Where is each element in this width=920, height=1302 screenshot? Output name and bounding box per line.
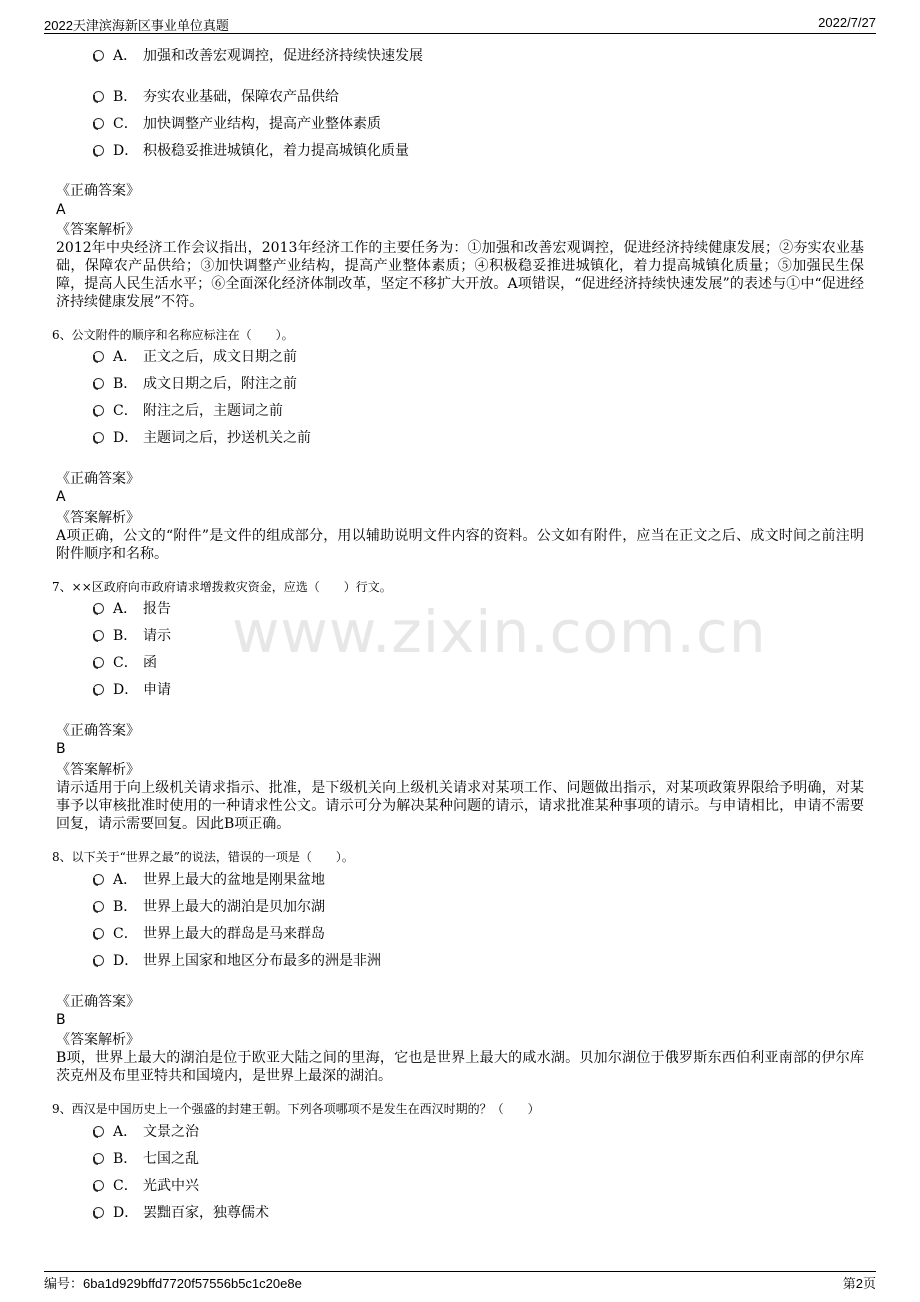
option-text: 函	[143, 655, 157, 671]
q7-question: 7、××区政府向市政府请求增拨救灾资金，应选（ ）行文。	[52, 580, 392, 594]
radio-icon[interactable]	[93, 630, 104, 641]
document-code: 编号：6ba1d929bffd7720f57556b5c1c20e8e	[44, 1276, 302, 1291]
option-text: 积极稳妥推进城镇化，着力提高城镇化质量	[143, 143, 409, 159]
option-letter: D．	[113, 682, 139, 698]
radio-icon[interactable]	[93, 1180, 104, 1191]
option-text: 夯实农业基础，保障农产品供给	[143, 89, 339, 105]
radio-icon[interactable]	[93, 1207, 104, 1218]
q7-answer: B	[56, 741, 66, 757]
analysis-label: 《答案解析》	[56, 762, 140, 778]
q8-answer: B	[56, 1012, 66, 1028]
option-text: 申请	[143, 682, 171, 698]
option-letter: A．	[113, 1124, 138, 1140]
radio-icon[interactable]	[93, 50, 104, 61]
radio-icon[interactable]	[93, 603, 104, 614]
option-letter: A．	[113, 48, 138, 64]
analysis-label: 《答案解析》	[56, 1032, 140, 1048]
option-text: 成文日期之后，附注之前	[143, 376, 297, 392]
option-letter: C．	[113, 926, 138, 942]
option-letter: C．	[113, 403, 138, 419]
answer-label: 《正确答案》	[56, 723, 140, 739]
radio-icon[interactable]	[93, 874, 104, 885]
answer-label: 《正确答案》	[56, 183, 140, 199]
q8-analysis: B项，世界上最大的湖泊是位于欧亚大陆之间的里海，它也是世界上最大的咸水湖。贝加尔湖位于俄罗斯东西伯利亚南部的伊尔库茨克州及布里亚特共和国境内，是世界上最深的湖泊。	[56, 1050, 864, 1084]
analysis-label: 《答案解析》	[56, 222, 140, 238]
q9-question: 9、西汉是中国历史上一个强盛的封建王朝。下列各项哪项不是发生在西汉时期的？（ ）	[52, 1102, 540, 1116]
option-text: 正文之后，成文日期之前	[143, 349, 297, 365]
radio-icon[interactable]	[93, 405, 104, 416]
option-text: 罢黜百家，独尊儒术	[143, 1205, 269, 1221]
radio-icon[interactable]	[93, 928, 104, 939]
answer-label: 《正确答案》	[56, 471, 140, 487]
document-title: 2022天津滨海新区事业单位真题	[44, 18, 229, 33]
page-footer	[44, 1271, 876, 1298]
option-text: 报告	[143, 601, 171, 617]
option-text: 世界上最大的湖泊是贝加尔湖	[143, 899, 325, 915]
analysis-label: 《答案解析》	[56, 510, 140, 526]
option-letter: A．	[113, 872, 138, 888]
option-text: 请示	[143, 628, 171, 644]
option-text: 加快调整产业结构，提高产业整体素质	[143, 116, 381, 132]
option-text: 世界上国家和地区分布最多的洲是非洲	[143, 953, 381, 969]
option-text: 附注之后，主题词之前	[143, 403, 283, 419]
q5-analysis: 2012年中央经济工作会议指出，2013年经济工作的主要任务为：①加强和改善宏观调控，促进经济持续健康发展；②夯实农业基础，保障农产品供给；③加快调整产业结构，提高产业整体素质；④积极稳妥推进城镇化，着力提高城镇化质量；⑤加强民生保障，提高人民生活水平；⑥全面深化经济体制改革，坚定不移扩大开放。A项错误，“促进经济持续快速发展”的表述与①中“促进经济持续健康发展”不符。	[56, 240, 864, 310]
radio-icon[interactable]	[93, 684, 104, 695]
q8-question: 8、以下关于“世界之最”的说法，错误的一项是（ ）。	[52, 850, 354, 864]
option-letter: C．	[113, 1178, 138, 1194]
option-letter: D．	[113, 1205, 139, 1221]
option-letter: D．	[113, 953, 139, 969]
option-letter: B．	[113, 899, 138, 915]
option-text: 七国之乱	[143, 1151, 199, 1167]
option-text: 世界上最大的盆地是刚果盆地	[143, 872, 325, 888]
radio-icon[interactable]	[93, 378, 104, 389]
radio-icon[interactable]	[93, 955, 104, 966]
q6-answer: A	[56, 489, 66, 505]
option-letter: B．	[113, 89, 138, 105]
q6-analysis: A项正确，公文的“附件”是文件的组成部分，用以辅助说明文件内容的资料。公文如有附件，应当在正文之后、成文时间之前注明附件顺序和名称。	[56, 528, 864, 562]
answer-label: 《正确答案》	[56, 994, 140, 1010]
radio-icon[interactable]	[93, 91, 104, 102]
radio-icon[interactable]	[93, 118, 104, 129]
radio-icon[interactable]	[93, 1126, 104, 1137]
option-text: 文景之治	[143, 1124, 199, 1140]
option-text: 主题词之后，抄送机关之前	[143, 430, 311, 446]
q6-question: 6、公文附件的顺序和名称应标注在（ ）。	[52, 328, 294, 342]
q7-analysis: 请示适用于向上级机关请求指示、批准，是下级机关向上级机关请求对某项工作、问题做出指示，对某项政策界限给予明确，对某事予以审核批准时使用的一种请求性公文。请示可分为解决某种问题的请示，请求批准某种事项的请示。与申请相比，申请不需要回复，请示需要回复。因此B项正确。	[56, 780, 864, 832]
radio-icon[interactable]	[93, 351, 104, 362]
page-number: 第2页	[842, 1276, 876, 1291]
watermark: www.zixin.com.cn	[232, 598, 767, 666]
radio-icon[interactable]	[93, 432, 104, 443]
page-header	[44, 13, 876, 34]
option-text: 光武中兴	[143, 1178, 199, 1194]
option-letter: D．	[113, 143, 139, 159]
option-letter: B．	[113, 376, 138, 392]
option-letter: A．	[113, 601, 138, 617]
option-letter: B．	[113, 628, 138, 644]
option-letter: C．	[113, 655, 138, 671]
document-date: 2022/7/27	[818, 15, 876, 30]
option-letter: A．	[113, 349, 138, 365]
q5-answer: A	[56, 202, 66, 218]
option-letter: C．	[113, 116, 138, 132]
radio-icon[interactable]	[93, 901, 104, 912]
option-letter: D．	[113, 430, 139, 446]
option-letter: B．	[113, 1151, 138, 1167]
option-text: 加强和改善宏观调控，促进经济持续快速发展	[143, 48, 423, 64]
option-text: 世界上最大的群岛是马来群岛	[143, 926, 325, 942]
radio-icon[interactable]	[93, 145, 104, 156]
radio-icon[interactable]	[93, 657, 104, 668]
radio-icon[interactable]	[93, 1153, 104, 1164]
